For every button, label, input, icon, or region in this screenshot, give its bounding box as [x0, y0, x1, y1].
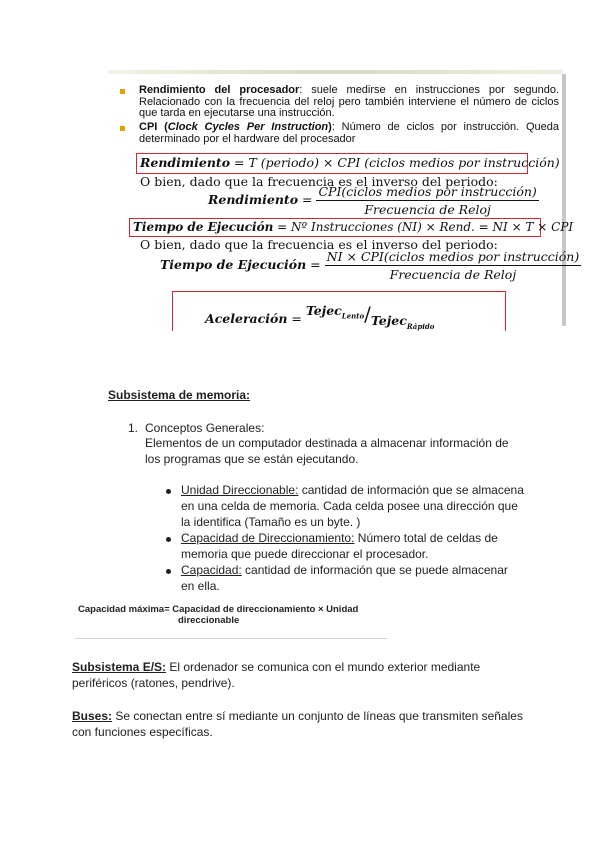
paragraph-buses-line-2: con funciones específicas.	[72, 725, 213, 739]
paragraph-buses-line-1: Buses: Se conectan entre sí mediante un conjunto de líneas que transmiten señales	[72, 709, 523, 723]
bullet-unidad-line-3: la identifica (Tamaño es un byte. )	[181, 515, 361, 529]
item-desc-line-1: Elementos de un computador destinada a almacenar información de	[145, 436, 509, 450]
bullet-capdir-line-2: memoria que puede direccionar el procesador.	[181, 547, 429, 561]
slide-right-bar	[562, 74, 566, 326]
bullet-unidad-line-1: Unidad Direccionable: cantidad de información que se almacena	[181, 483, 524, 497]
bullet-capacidad-line-2: en ella.	[181, 579, 220, 592]
bullet-square-icon	[120, 126, 125, 131]
item-number: 1.	[128, 421, 139, 435]
formula-aceleracion: Aceleración = Tejec$_{Lento}$/Tejec$_{Rápido}$	[205, 302, 435, 331]
formula-tiempo-frac: Tiempo de Ejecución = $\frac{\text{NI × CPI(ciclos medios por instrucción)}}{\text{Frecuencia de Reloj}}$	[160, 249, 580, 282]
item-desc-line-2: los programas que se están ejecutando.	[145, 452, 359, 466]
bullet-capacidad-line-1: Capacidad: cantidad de información que se puede almacenar	[181, 563, 508, 577]
bullet-capdir-line-1: Capacidad de Direccionamiento: Número total de celdas de	[181, 531, 498, 545]
slide-bullet-rendimiento: Rendimiento del procesador: suele medirse en instrucciones por segundo. Relacionado con la frecuencia del reloj pero también interviene el número de ciclos que tarda en ejecutarse una instrucción.	[139, 84, 559, 119]
heading-memoria: Subsistema de memoria:	[108, 388, 251, 402]
formula-tiempo-ejecucion: Tiempo de Ejecución = Nº Instrucciones (NI) × Rend. = NI × T × CPI	[133, 220, 574, 234]
bullet-dot-icon	[166, 537, 171, 542]
bullet-square-icon	[120, 89, 125, 94]
formula-rendimiento-frac: Rendimiento = $\frac{\text{CPI(ciclos medios por instrucción)}}{\text{Frecuencia de Reloj}}$	[208, 184, 537, 217]
formula-rendimiento: Rendimiento = T (periodo) × CPI (ciclos medios por instrucción)	[140, 155, 560, 170]
bullet-unidad-line-2: en una celda de memoria. Cada celda posee una dirección que	[181, 499, 518, 513]
paragraph-es-line-2: periféricos (ratones, pendrive).	[72, 676, 235, 690]
slide-bullet-cpi: CPI (Clock Cycles Per Instruction): Número de ciclos por instrucción. Queda determinado por el hardware del procesador	[139, 121, 559, 145]
divider-line	[75, 638, 387, 639]
slide-text-inverso-1: O bien, dado que la frecuencia es el inverso del periodo:	[140, 174, 498, 189]
item-title: Conceptos Generales:	[145, 421, 265, 435]
formula-capacidad-maxima: Capacidad máxima= Capacidad de direccionamiento × Unidad direccionable	[78, 604, 359, 626]
slide-top-bar	[108, 70, 563, 74]
paragraph-es-line-1: Subsistema E/S: El ordenador se comunica con el mundo exterior mediante	[72, 660, 481, 674]
slide-text-inverso-2: O bien, dado que la frecuencia es el inverso del periodo:	[140, 237, 498, 252]
bullet-dot-icon	[166, 569, 171, 574]
bullet-dot-icon	[166, 489, 171, 494]
